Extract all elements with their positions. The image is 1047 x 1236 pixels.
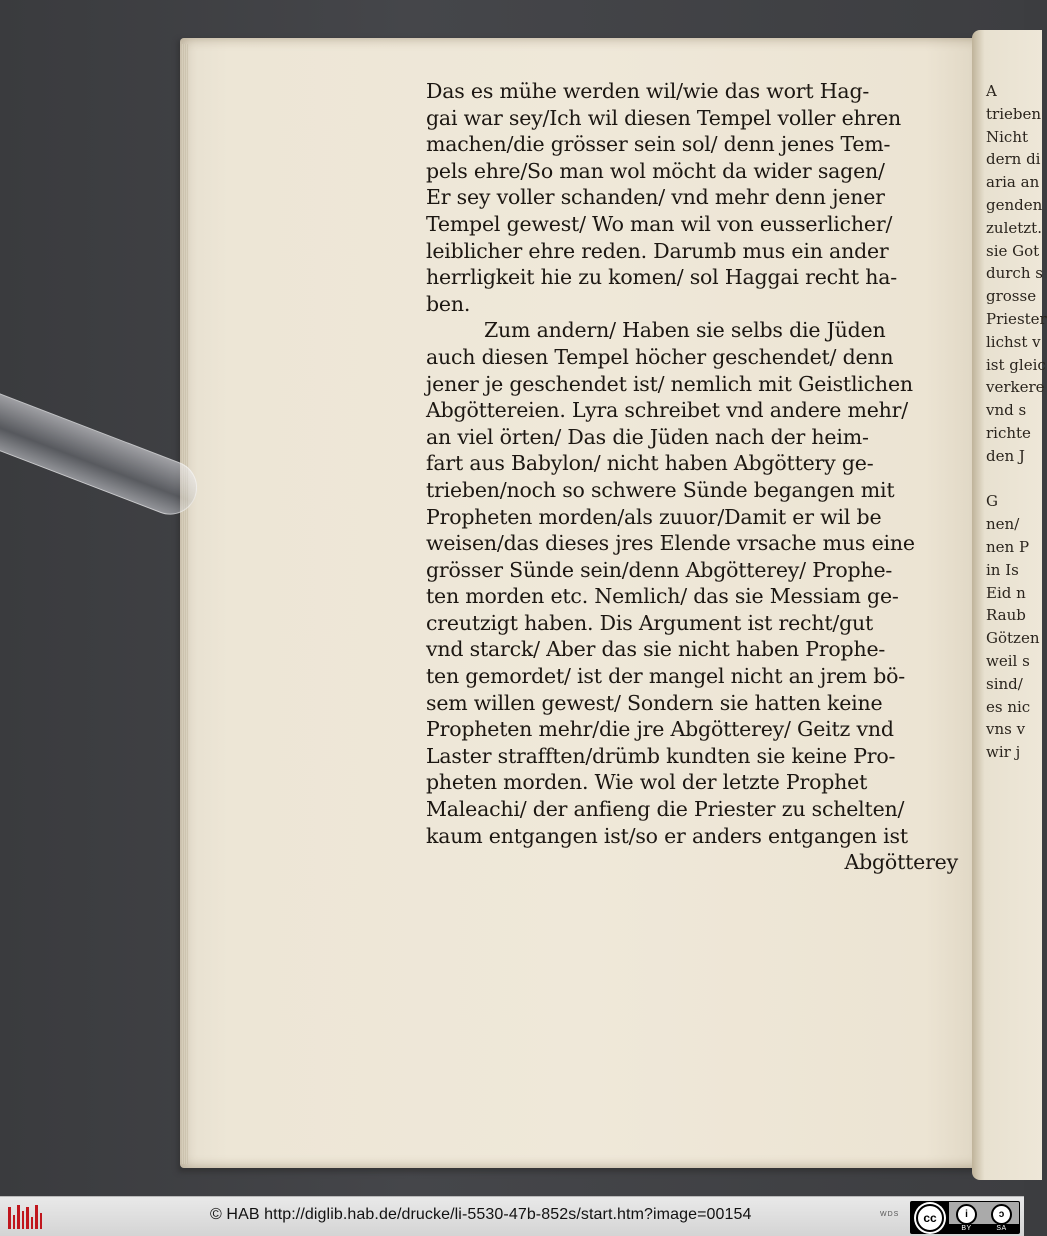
text-line: vnd starck/ Aber das sie nicht haben Prophe- xyxy=(426,637,886,662)
facing-text-line: nen P xyxy=(986,537,1030,556)
text-line: Zum andern/ Haben sie selbs die Jüden xyxy=(484,318,886,343)
text-line: an viel örten/ Das die Jüden nach der heim- xyxy=(426,424,869,449)
text-line: auch diesen Tempel höcher geschendet/ denn xyxy=(426,344,894,369)
facing-text-line: trieben xyxy=(986,104,1042,123)
text-line: Propheten mehr/die jre Abgötterey/ Geitz vnd xyxy=(426,717,894,742)
page-edges xyxy=(182,44,188,1164)
facing-page-text xyxy=(986,80,1047,764)
text-line: pels ehre/So man wol möcht da wider sagen/ xyxy=(426,158,885,183)
text-line: leiblicher ehre reden. Darumb mus ein ander xyxy=(426,238,889,263)
hab-logo-icon xyxy=(8,1205,42,1229)
facing-text-line: wir j xyxy=(986,743,1021,762)
facing-text-line: in Is xyxy=(986,560,1019,579)
facing-text-line: lichst v xyxy=(986,332,1041,351)
facing-text-line: A xyxy=(986,82,997,100)
cc-by-label: BY xyxy=(961,1225,972,1232)
text-line: ben. xyxy=(426,291,471,316)
text-line: Laster strafften/drümb kundten sie keine Pro- xyxy=(426,743,896,768)
text-line: Tempel gewest/ Wo man wil von eusserlicher/ xyxy=(426,211,893,236)
sharealike-icon: ↄ xyxy=(991,1204,1012,1225)
cc-labels xyxy=(949,1224,1019,1233)
text-line: Maleachi/ der anfieng die Priester zu schelten/ xyxy=(426,797,905,822)
facing-text-line: aria an xyxy=(986,173,1040,192)
text-line: sem willen gewest/ Sondern sie hatten keine xyxy=(426,690,883,715)
text-line: jener je geschendet ist/ nemlich mit Geistlichen xyxy=(426,371,913,396)
facing-text-line: den J xyxy=(986,446,1025,465)
text-line: trieben/noch so schwere Sünde begangen mit xyxy=(426,477,895,502)
facing-text-line: weil s xyxy=(986,651,1030,670)
facing-text-line: verkere xyxy=(986,378,1045,397)
facing-text-line: Priester xyxy=(986,309,1047,328)
printed-text-block xyxy=(426,78,958,876)
facing-text-line: dern di xyxy=(986,150,1041,169)
text-line: Er sey voller schanden/ vnd mehr denn jener xyxy=(426,185,885,210)
text-line: fart aus Babylon/ nicht haben Abgöttery ge- xyxy=(426,451,874,476)
text-line: machen/die grösser sein sol/ denn jenes Tem- xyxy=(426,132,891,157)
facing-text-line: grosse xyxy=(986,287,1037,306)
text-line: pheten morden. Wie wol der letzte Prophet xyxy=(426,770,868,795)
glass-page-weight xyxy=(0,382,205,523)
facing-text-line: zuletzt. xyxy=(986,218,1042,237)
cc-sa-label: SA xyxy=(996,1225,1007,1232)
facing-text-line: Raub xyxy=(986,606,1026,625)
facing-text-line: Eid n xyxy=(986,583,1026,602)
text-line: Das es mühe werden wil/wie das wort Hag- xyxy=(426,79,870,103)
facing-text-line: richte xyxy=(986,423,1031,442)
text-line: grösser Sünde sein/denn Abgötterey/ Prophe- xyxy=(426,557,893,582)
facing-text-line: sind/ xyxy=(986,674,1023,693)
text-line: ten morden etc. Nemlich/ das sie Messiam ge- xyxy=(426,584,899,609)
facing-text-line: ist gleic xyxy=(986,355,1046,374)
cc-icon xyxy=(911,1202,949,1233)
text-line: creutzigt haben. Dis Argument ist recht/gut xyxy=(426,610,874,635)
facing-text-line: vns v xyxy=(986,720,1026,739)
text-line: kaum entgangen ist/so er anders entgangen ist xyxy=(426,823,908,848)
text-line: ten gemordet/ ist der mangel nicht an jrem bö- xyxy=(426,664,906,689)
cc-attribution-icons xyxy=(949,1202,1019,1233)
by-attribution-icon: i xyxy=(956,1204,977,1225)
cc-license-badge[interactable] xyxy=(910,1201,1020,1234)
facing-text-line: durch s xyxy=(986,264,1043,283)
facing-text-line: es nic xyxy=(986,697,1031,716)
facing-text-line: vnd s xyxy=(986,401,1027,420)
text-line: gai war sey/Ich wil diesen Tempel voller ehren xyxy=(426,105,902,130)
copyright-url: © HAB http://diglib.hab.de/drucke/li-5530-47b-852s/start.htm?image=00154 xyxy=(210,1206,752,1223)
footer-bar xyxy=(0,1196,1024,1236)
facing-text-line: Götzen xyxy=(986,629,1040,648)
facing-text-line: nen/ xyxy=(986,515,1020,534)
catchword: Abgötterey xyxy=(844,850,958,875)
text-line: herrligkeit hie zu komen/ sol Haggai recht ha- xyxy=(426,265,898,290)
text-line: Abgöttereien. Lyra schreibet vnd andere mehr/ xyxy=(426,398,908,423)
text-line: Propheten morden/als zuuor/Damit er wil be xyxy=(426,504,882,529)
facing-text-line: sie Got xyxy=(986,241,1040,260)
cc-text: cc xyxy=(916,1204,944,1232)
wds-label: WDS xyxy=(880,1211,900,1218)
facing-text-line: G xyxy=(986,492,998,511)
facing-text-line xyxy=(986,468,1026,491)
text-line: weisen/das dieses jres Elende vrsache mus eine xyxy=(426,531,915,556)
facing-text-line: Nicht xyxy=(986,127,1029,146)
facing-text-line: genden xyxy=(986,195,1043,214)
